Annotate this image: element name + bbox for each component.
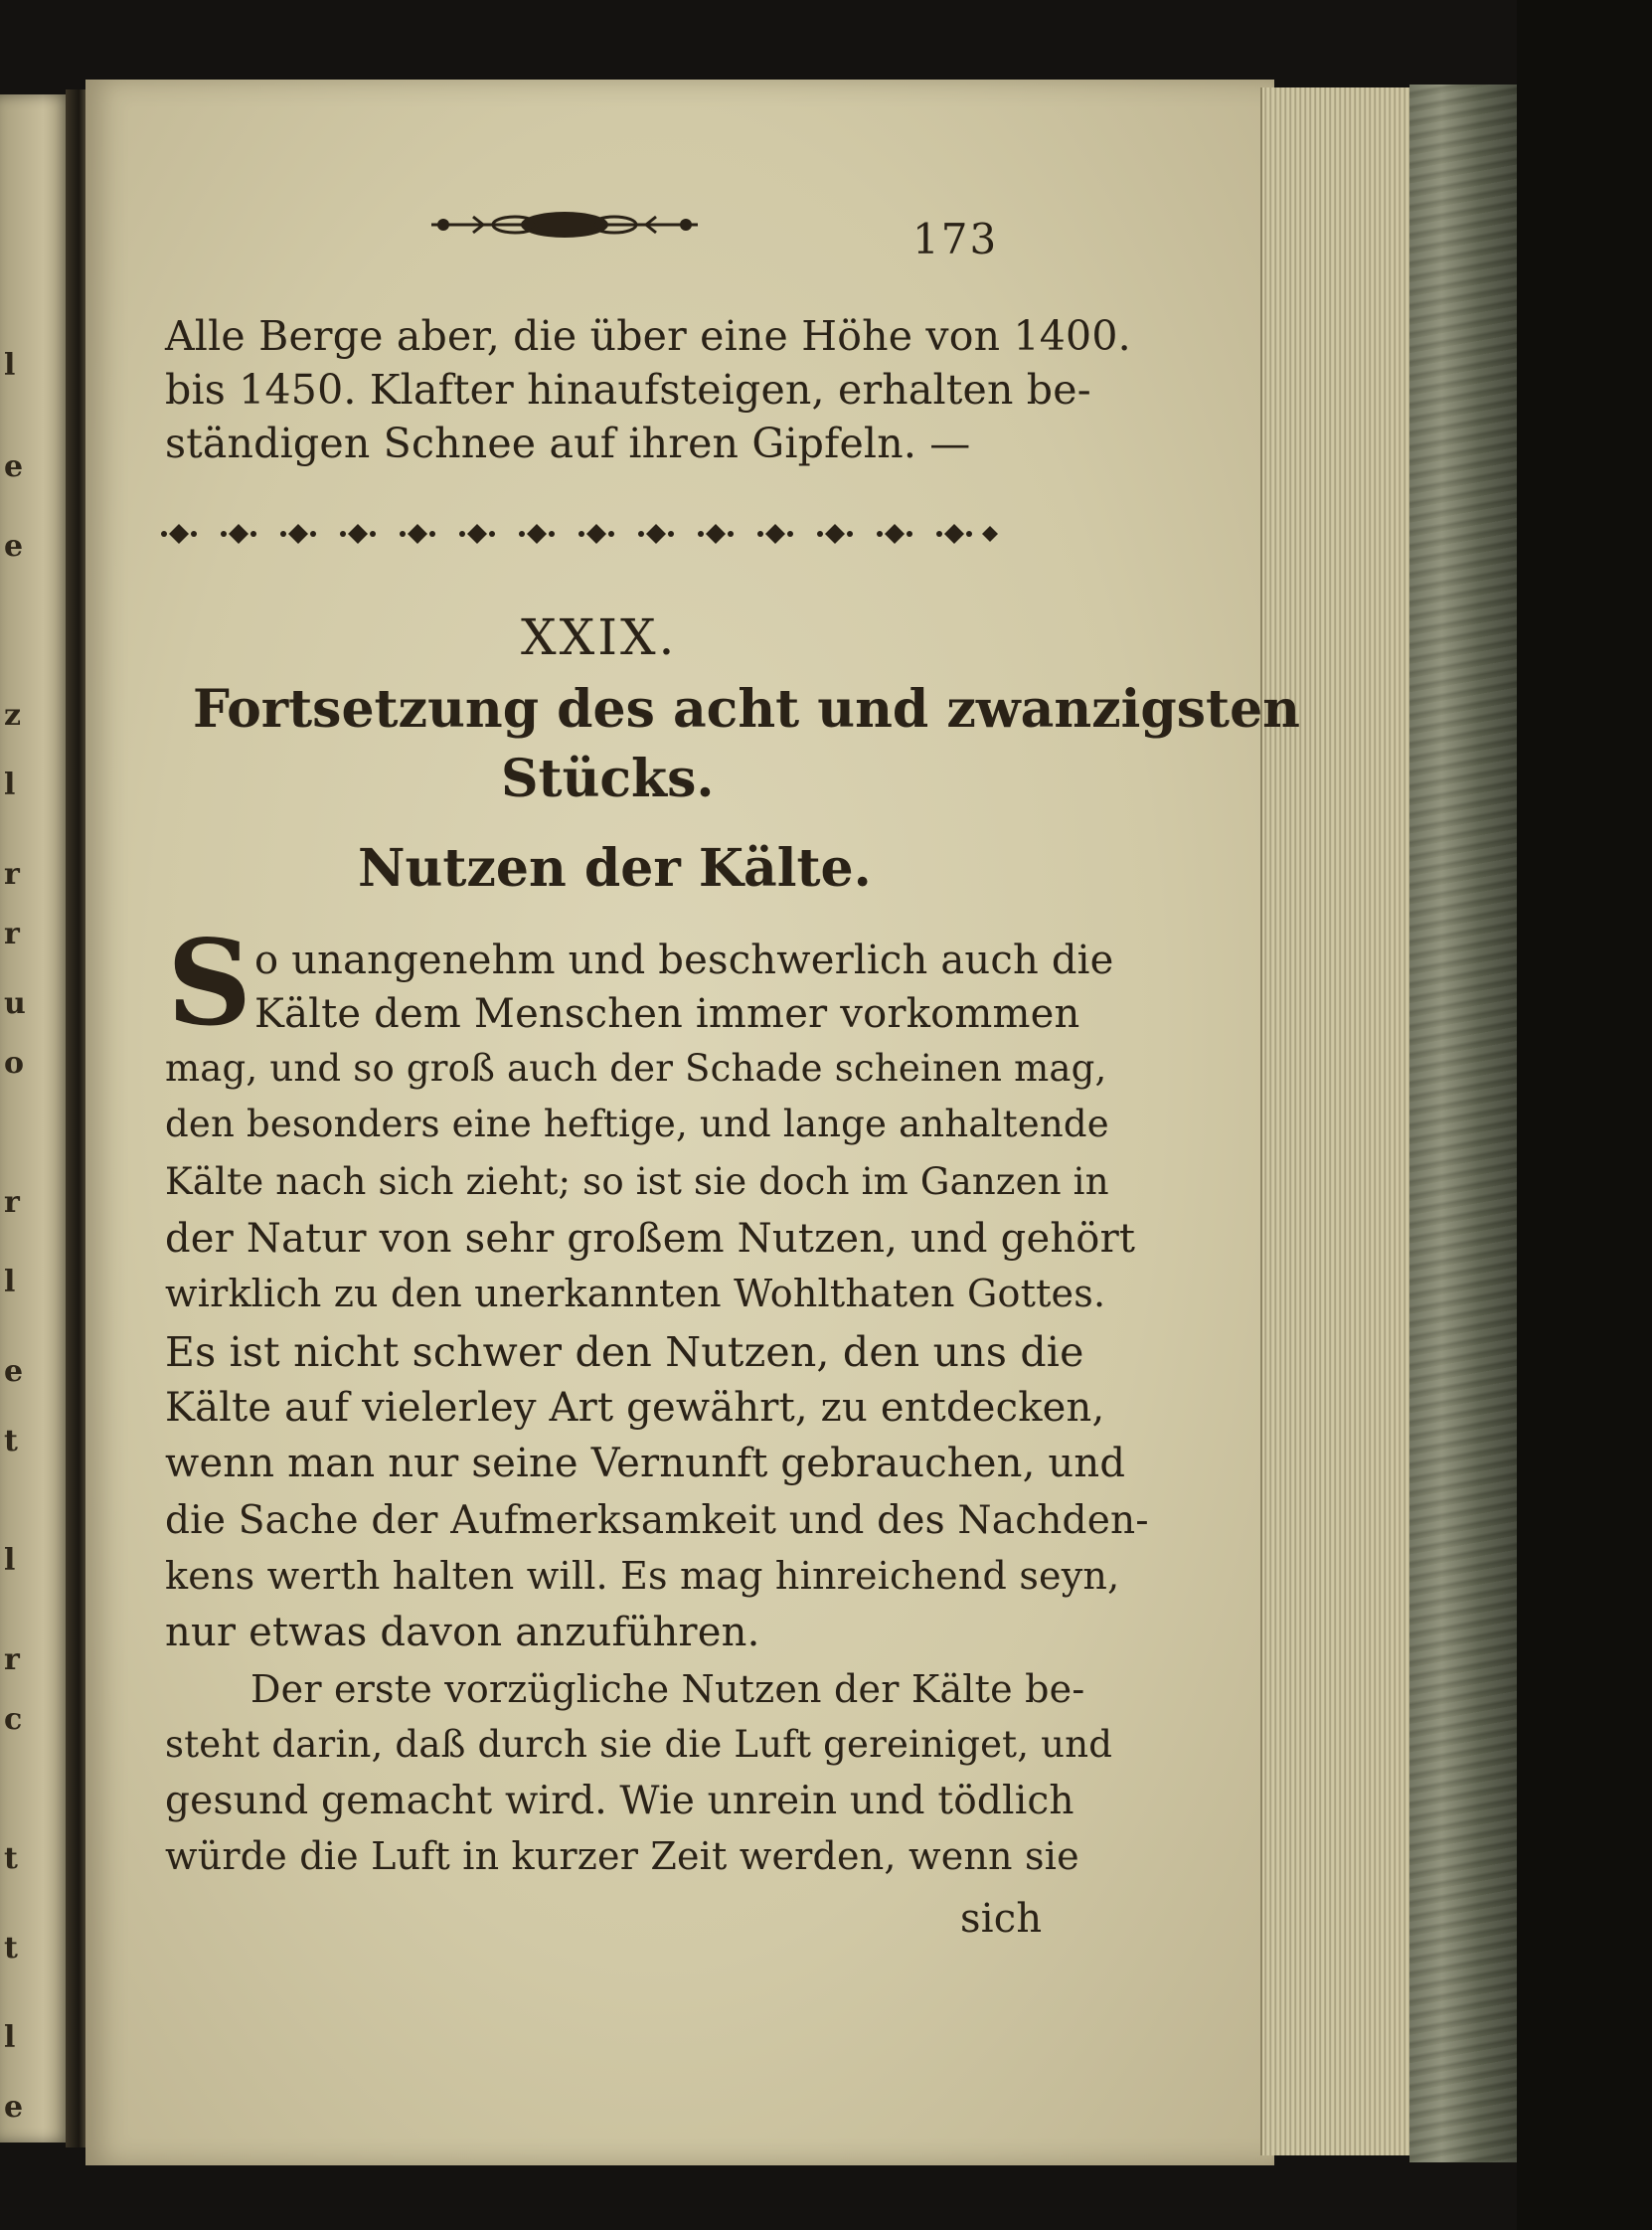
drop-cap: S — [167, 914, 252, 1052]
paragraph-line: Es ist nicht schwer den Nutzen, den uns die — [165, 1328, 1084, 1376]
previous-page-fragment: e — [4, 2090, 24, 2125]
paragraph-line: o unangenehm und beschwerlich auch die — [254, 938, 1114, 983]
ornament-rule-icon — [161, 519, 1004, 549]
chapter-title-line: Fortsetzung des acht und zwanzigsten — [193, 679, 1300, 740]
section-subtitle: Nutzen der Kälte. — [358, 838, 872, 899]
preceding-text-line: ständigen Schnee auf ihren Gipfeln. — — [165, 420, 971, 467]
paragraph-line: Der erste vorzügliche Nutzen der Kälte be- — [250, 1667, 1085, 1711]
paragraph-line: nur etwas davon anzuführen. — [165, 1610, 760, 1655]
scan-backdrop — [1517, 0, 1652, 2230]
chapter-number: XXIX. — [521, 608, 678, 666]
previous-page-fragment: l — [4, 2020, 16, 2055]
previous-page-fragment: e — [4, 449, 24, 484]
previous-page-fragment: o — [4, 1046, 25, 1081]
previous-page-edge — [0, 94, 72, 2143]
previous-page-fragment: z — [4, 698, 22, 733]
previous-page-fragment: l — [4, 348, 16, 383]
paragraph-line: kens werth halten will. Es mag hinreichend seyn, — [165, 1554, 1120, 1598]
previous-page-fragment: t — [4, 1931, 18, 1966]
paragraph-line: den besonders eine heftige, und lange anhaltende — [165, 1103, 1109, 1145]
previous-page-fragment: r — [4, 857, 20, 892]
previous-page-fragment: c — [4, 1702, 23, 1737]
paragraph-line: gesund gemacht wird. Wie unrein und tödlich — [165, 1779, 1074, 1823]
previous-page-fragment: e — [4, 1354, 24, 1389]
paragraph-line: wenn man nur seine Vernunft gebrauchen, und — [165, 1441, 1126, 1486]
preceding-text-line: Alle Berge aber, die über eine Höhe von 1400. — [165, 312, 1131, 360]
marbled-cover — [1409, 85, 1517, 2162]
previous-page-fragment: e — [4, 529, 24, 564]
paragraph-line: mag, und so groß auch der Schade scheinen mag, — [165, 1047, 1107, 1090]
paragraph-line: Kälte dem Menschen immer vorkommen — [254, 991, 1080, 1037]
catchword: sich — [960, 1896, 1043, 1942]
previous-page-fragment: r — [4, 1185, 20, 1220]
paragraph-line: wirklich zu den unerkannten Wohlthaten Gottes. — [165, 1272, 1106, 1315]
previous-page-fragment: r — [4, 917, 20, 951]
headpiece-ornament-icon — [425, 205, 704, 245]
previous-page-fragment: l — [4, 1265, 16, 1299]
previous-page-fragment: t — [4, 1424, 18, 1458]
previous-page-fragment: l — [4, 1543, 16, 1578]
previous-page-fragment: u — [4, 986, 26, 1021]
paragraph-line: Kälte nach sich zieht; so ist sie doch im Ganzen in — [165, 1160, 1109, 1203]
previous-page-fragment: t — [4, 1841, 18, 1876]
paragraph-line: würde die Luft in kurzer Zeit werden, wenn sie — [165, 1834, 1079, 1878]
previous-page-fragment: r — [4, 1642, 20, 1677]
page-block-edges — [1260, 87, 1411, 2155]
paragraph-line: der Natur von sehr großem Nutzen, und gehört — [165, 1216, 1136, 1262]
previous-page-fragment: l — [4, 768, 16, 802]
paragraph-line: die Sache der Aufmerksamkeit und des Nachden- — [165, 1498, 1149, 1543]
preceding-text-line: bis 1450. Klafter hinaufsteigen, erhalten be- — [165, 366, 1091, 414]
paragraph-line: steht darin, daß durch sie die Luft gereiniget, und — [165, 1723, 1113, 1766]
chapter-title-line: Stücks. — [501, 749, 715, 809]
page-number: 173 — [912, 215, 999, 263]
paragraph-line: Kälte auf vielerley Art gewährt, zu entdecken, — [165, 1385, 1105, 1431]
